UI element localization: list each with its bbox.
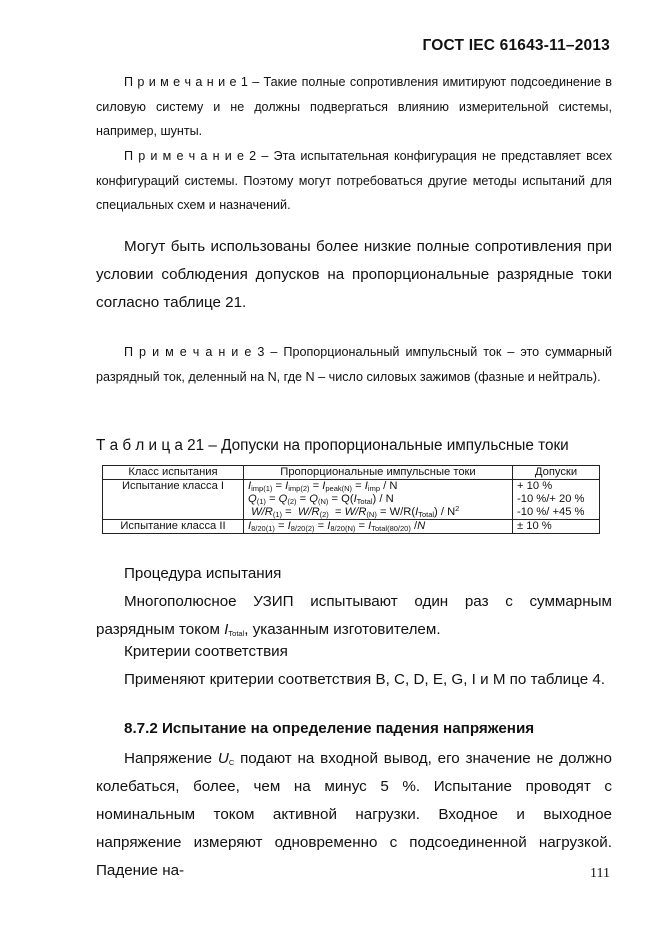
paragraph-lower-impedances — [96, 233, 612, 317]
note-text: – Такие полные сопротивления имитируют подсоединение в силовую систему и не должны подвергаться влиянию измерительной системы, например, шунты. — [96, 75, 612, 139]
section-heading: 8.7.2 Испытание на определение падения напряжения — [124, 720, 535, 737]
header-test-class: Класс испытания — [103, 466, 244, 480]
procedure-text-b: , указанным изготовителем. — [244, 621, 441, 638]
cell-formulas: $I_{imp(1)} = I_{imp(2)} = I_{peak(N)} = I_{imp} / N$ $Q_{(1)} = Q_{(2)} = Q_{(N)} = Q(I_{Total}) / N$ $W/R_{(1)} = W/R_{(2)} = W/R_{(N)} = W/R(I_{Total}) / N^2$ — [244, 480, 513, 520]
note-label: П р и м е ч а н и е — [124, 75, 237, 89]
table-row — [103, 520, 600, 534]
document-id: ГОСТ IEC 61643-11–2013 — [422, 37, 610, 54]
procedure-title: Процедура испытания — [124, 565, 282, 582]
cell-formulas: $I_{8/20(1)} = I_{8/20(2)} = I_{8/20(N)} = I_{Total(80/20)}$ /N — [244, 520, 513, 534]
procedure-text: Многополюсное УЗИП испытывают один раз с суммарным разрядным током $I_{Total}$, указанным изготовителем. — [96, 593, 612, 638]
cell-class: Испытание класса II — [103, 520, 244, 534]
note-label: П р и м е ч а н и е — [124, 345, 252, 359]
note-label: П р и м е ч а н и е — [124, 149, 244, 163]
criteria-title: Критерии соответствия — [124, 643, 288, 660]
note-number: 2 — [243, 149, 257, 163]
cell-tolerances: ± 10 % — [513, 520, 600, 534]
voltage-text-a: Напряжение — [124, 750, 218, 767]
note-2 — [96, 144, 612, 218]
table-header-row — [103, 466, 600, 480]
criteria-text — [96, 666, 612, 694]
header-proportional-currents: Пропорциональные импульсные токи — [244, 466, 513, 480]
voltage-text-b: подают на входной вывод, его значение не должно колебаться, более, чем на минус 5 %. Испытание проводят с номинальным током активной нагрузки. Входное и выходное напряжение измеряют одновременно с подсоединенной нагрузкой. Падение на- — [96, 750, 612, 879]
table-caption-label: Т а б л и ц а — [96, 437, 183, 454]
voltage-drop-text: Напряжение $U_C$ подают на входной вывод, его значение не должно колебаться, более, чем на минус 5 %. Испытание проводят с номинальным током активной нагрузки. Входное и выходное напряжение измеряют одновременно с подсоединенной нагрузкой. Падение на- — [96, 750, 612, 879]
tolerance-table — [102, 465, 600, 534]
page-number: 111 — [590, 866, 610, 881]
cell-class: Испытание класса I — [103, 480, 244, 520]
cell-tolerances — [513, 480, 600, 520]
table-caption — [96, 437, 569, 455]
table-caption-text: 21 – Допуски на пропорциональные импульсные токи — [182, 437, 569, 454]
note-3 — [96, 340, 612, 389]
note-number: 1 — [236, 75, 248, 89]
note-number: 3 — [251, 345, 265, 359]
criteria-text-body: Применяют критерии соответствия B, C, D, E, G, I и M по таблице 4. — [124, 671, 606, 688]
tolerance-value: -10 %/ +45 % — [517, 506, 585, 518]
paragraph-text: Могут быть использованы более низкие полные сопротивления при условии соблюдения допусков на пропорциональные разрядные токи согласно таблице 21. — [96, 238, 612, 311]
header-tolerances: Допуски — [513, 466, 600, 480]
tolerance-value: -10 %/+ 20 % — [517, 493, 585, 505]
tolerance-value: + 10 % — [517, 480, 553, 492]
note-text: – Эта испытательная конфигурация не представляет всех конфигураций системы. Поэтому могут потребоваться другие методы испытаний для специальных схем и назначений. — [96, 149, 612, 213]
procedure-text-a: Многополюсное УЗИП испытывают один раз с суммарным разрядным током — [96, 593, 612, 638]
note-text: – Пропорциональный импульсный ток – это суммарный разрядный ток, деленный на N, где N – число силовых зажимов (фазные и нейтраль). — [96, 345, 612, 384]
table-row — [103, 480, 600, 520]
note-1 — [96, 70, 612, 144]
